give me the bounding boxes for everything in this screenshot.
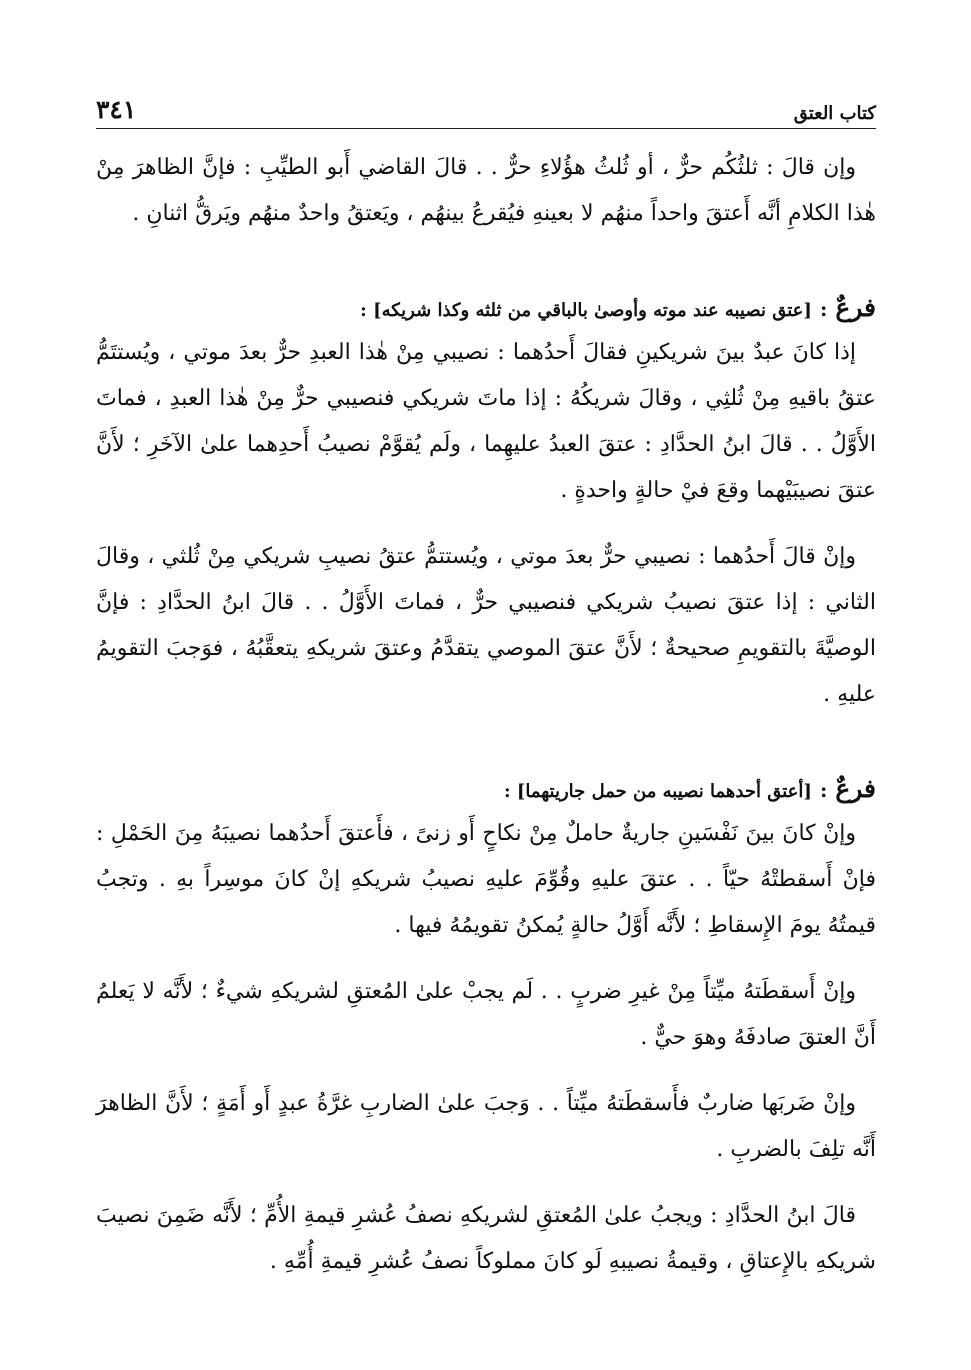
- section-heading: [96, 774, 876, 803]
- section-2: [96, 774, 876, 1285]
- book-page: [96, 84, 876, 1305]
- section-colon: :: [819, 778, 828, 802]
- section-heading: [96, 293, 876, 322]
- section-title: [أعتق أحدهما نصيبه من حمل جاريتهما] :: [503, 781, 812, 802]
- paragraph: وإنْ ضَربَها ضاربٌ فأَسقطَتهُ ميِّتاً . . وَجبَ علىٰ الضاربِ غرَّةُ عبدٍ أَو أَمَةٍ ؛ لأَنَّ الظاهرَ أَنَّه تلِفَ بالضربِ .: [96, 1091, 876, 1162]
- section-marker: فرعٌ: [835, 293, 876, 322]
- paragraph: قالَ ابنُ الحدَّادِ : ويجبُ علىٰ المُعتقِ لشريكهِ نصفُ عُشرِ قيمةِ الأُمِّ ؛ لأَنَّه ضَمِنَ نصيبَ شريكهِ بالإِعتاقِ ، وقيمةُ نصيبهِ لَو كانَ مملوكاً نصفُ عُشرِ قيمةِ أُمِّهِ .: [96, 1203, 876, 1274]
- paragraph: وإنْ كانَ بينَ نَفْسَينِ جاريةٌ حاملٌ مِنْ نكاحٍ أَو زنىً ، فأَعتقَ أَحدُهما نصيبَهُ مِنَ الحَمْلِ : فإنْ أَسقطتْهُ حيّاً . . عتقَ عليهِ وقُوِّمَ عليهِ نصيبُ شريكهِ إنْ كانَ موسِراً بهِ . وتجبُ قيمتُهُ يومَ الإِسقاطِ ؛ لأَنَّه أَوَّلُ حالةٍ يُمكنُ تقويمُهُ فيها .: [96, 821, 876, 938]
- section-1: [96, 293, 876, 718]
- paragraph: وإنْ قالَ أَحدُهما : نصيبي حرٌّ بعدَ موتي ، ويُستتمُّ عتقُ نصيبِ شريكي مِنْ ثُلثي ، وقالَ الثاني : إذا عتقَ نصيبُ شريكي فنصيبي حرٌّ ، فماتَ الأَوَّلُ . . قالَ ابنُ الحدَّادِ : فإنَّ الوصيَّةَ بالتقويمِ صحيحةٌ ؛ لأَنَّ عتقَ الموصي يتقدَّمُ وعتقَ شريكهِ يتعقَّبُهُ ، فوَجبَ التقويمُ عليهِ .: [96, 544, 876, 707]
- section-colon: :: [819, 297, 828, 321]
- intro-paragraph: وإن قالَ : ثلثُكُم حرٌّ ، أو ثُلثُ هؤُلاءِ حرٌّ . . قالَ القاضي أَبو الطيِّبِ : فإنَّ الظاهرَ مِنْ هٰذا الكلامِ أنَّه أَعتقَ واحداً منهُم لا بعينهِ فيُقرعُ بينهُم ، ويَعتقُ واحدٌ منهُم ويَرقُّ اثنانِ .: [96, 155, 876, 226]
- paragraph: إذا كانَ عبدٌ بينَ شريكينِ فقالَ أَحدُهما : نصيبي مِنْ هٰذا العبدِ حرٌّ بعدَ موتي ، ويُستتَمُّ عتقُ باقيهِ مِنْ ثُلثِي ، وقالَ شريكُهُ : إذا ماتَ شريكي فنصيبي حرٌّ مِنْ هٰذا العبدِ ، فماتَ الأَوَّلُ . . قالَ ابنُ الحدَّادِ : عتقَ العبدُ عليهِما ، ولَم يُقوَّمْ نصيبُ أَحدِهما علىٰ الآخَرِ ؛ لأَنَّ عتقَ نصيبَيْهما وقعَ فيْ حالةٍ واحدةٍ .: [96, 340, 877, 503]
- section-title: [عتق نصيبه عند موته وأوصىٰ بالباقي من ثلثه وكذا شريكه] :: [360, 300, 812, 321]
- book-title: كتاب العتق: [793, 103, 876, 124]
- page-content: [96, 145, 876, 1285]
- section-marker: فرعٌ: [835, 774, 876, 803]
- paragraph: وإنْ أَسقطَتهُ ميِّتاً مِنْ غيرِ ضربٍ . . لَم يجبْ علىٰ المُعتقِ لشريكهِ شيءٌ ؛ لأَنَّه لا يَعلمُ أَنَّ العتقَ صادفَهُ وهوَ حيٌّ .: [96, 979, 876, 1050]
- page-number: ٣٤١: [96, 95, 137, 124]
- running-header: [96, 84, 876, 129]
